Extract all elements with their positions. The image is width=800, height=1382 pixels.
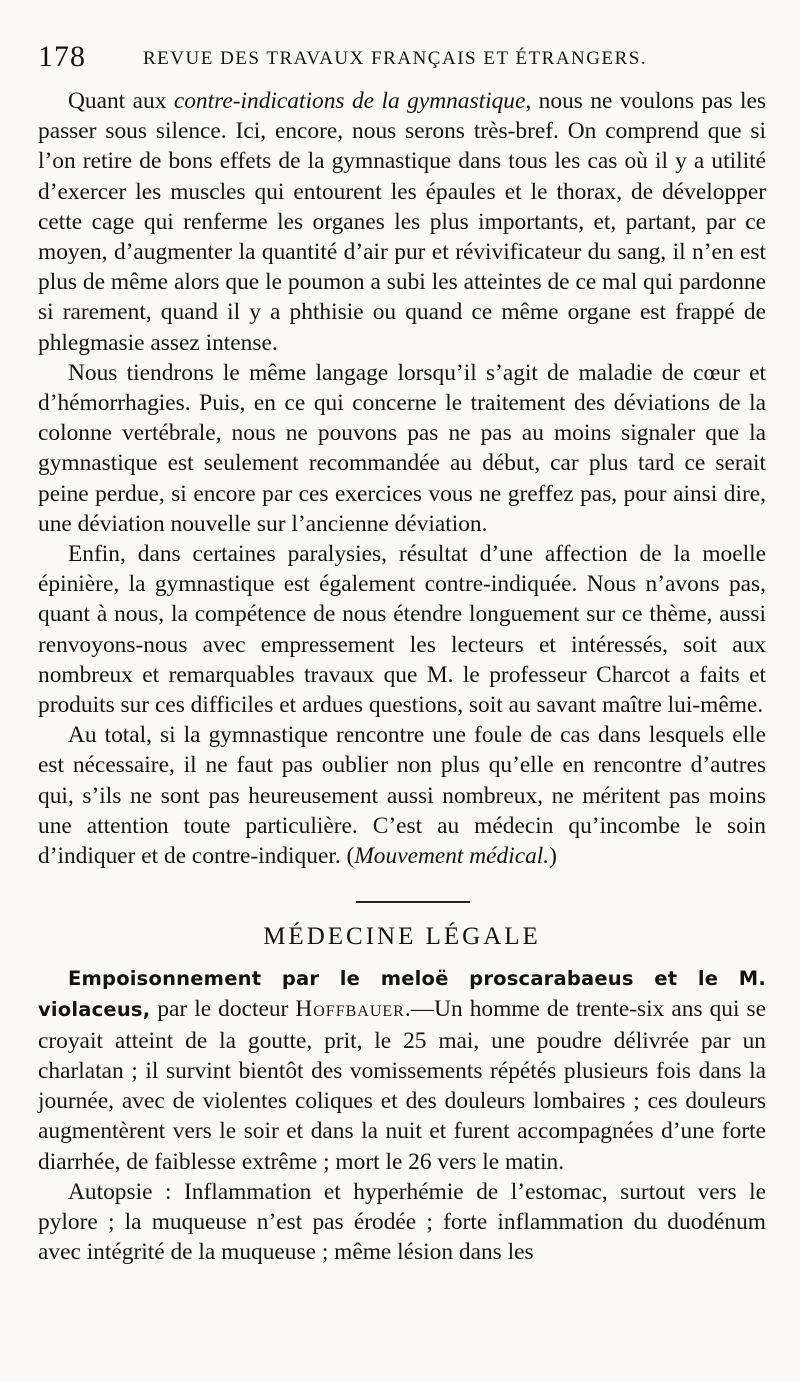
page-header: [38, 40, 768, 76]
page-number: 178: [38, 40, 86, 73]
paragraph-paralysies: Enfin, dans certaines paralysies, résultat d’une affection de la moelle épinière, la gymnastique est également contre-indiquée. Nous n’avons pas, quant à nous, la compétence de nous étendre longuement sur ce thème, aussi renvoyons-nous avec empressement les lecteurs et intéressés, soit aux nombreux et remarquables travaux que M. le professeur Charcot a faits et produits sur ces difficiles et ardues questions, soit au savant maître lui-même.: [38, 541, 766, 719]
page-body: [38, 86, 766, 1267]
article-text: .—Un homme de trente-six ans qui se croyait atteint de la goutte, prit, le 25 mai, une poudre délivrée par un charlatan ; il survint bientôt des vomissements répétés plusieurs fois dans la journée, avec de violentes coliques et des douleurs lombaires ; ces douleurs augmentèrent vers le soir et dans la nuit et furent accompagnées d’une forte diarrhée, de faiblesse extrême ; mort le 26 vers le matin.: [38, 996, 766, 1175]
paragraph-text: Au total, si la gymnastique rencontre une foule de cas dans lesquels elle est nécessaire, il ne faut pas oublier non plus qu’elle en rencontre d’autres qui, s’ils ne sont pas heureusement aussi nombreux, ne méritent pas moins une attention toute particulière. C’est au médecin qu’incombe le soin d’indiquer et de contre-indiquer. (: [38, 722, 766, 870]
source-citation: Mouvement médical.: [354, 843, 550, 870]
paragraph-au-total: [38, 720, 766, 871]
paragraph-text: Quant aux: [68, 88, 174, 114]
section-title: MÉDECINE LÉGALE: [263, 923, 541, 951]
paragraph-text: ): [549, 843, 557, 870]
paragraph-autopsie: Autopsie : Inflammation et hyperhémie de l’estomac, surtout vers le pylore ; la muqueuse n’est pas érodée ; forte inflammation du duodénum avec intégrité de la muqueuse ; même lésion dans les: [38, 1178, 766, 1266]
italic-term: contre-indications de la gymnastique: [173, 88, 526, 114]
article-title: Empoisonnement par le meloë proscarabaeus et le M. violaceus,: [38, 967, 766, 1022]
paragraph-coeur: Nous tiendrons le même langage lorsqu’il s’agit de maladie de cœur et d’hémorrhagies. Puis, en ce qui concerne le traitement des déviations de la colonne vertébrale, nous ne pouvons pas ne pas au moins signaler que la gymnastique est seulement recommandée au début, car plus tard ce serait peine perdue, si encore par ces exercices vous ne greffez pas, pour ainsi dire, une déviation nouvelle sur l’ancienne déviation.: [38, 359, 766, 537]
running-head: REVUE DES TRAVAUX FRANÇAIS ET ÉTRANGERS.: [143, 48, 648, 69]
article-paragraph: [38, 963, 766, 1176]
paragraph-text: , nous ne voulons pas les passer sous silence. Ici, encore, nous serons très-bref. On comprend que si l’on retire de bons effets de la gymnastique dans tous les cas où il y a utilité d’exercer les muscles qui entourent les épaules et le thorax, de développer cette cage qui renferme les organes les plus importants, et, partant, par ce moyen, d’augmenter la quantité d’air pur et révivificateur du sang, il n’en est plus de même alors que le poumon a subi les atteintes de ce mal qui pardonne si rarement, quand il y a phthisie ou quand ce même organe est frappé de phlegmasie assez intense.: [38, 88, 767, 356]
paragraph-contre-indications: [38, 86, 766, 358]
article-author: Hoffbauer: [295, 996, 405, 1023]
section-divider: [356, 901, 470, 903]
byline-prefix: par le docteur: [150, 996, 296, 1023]
